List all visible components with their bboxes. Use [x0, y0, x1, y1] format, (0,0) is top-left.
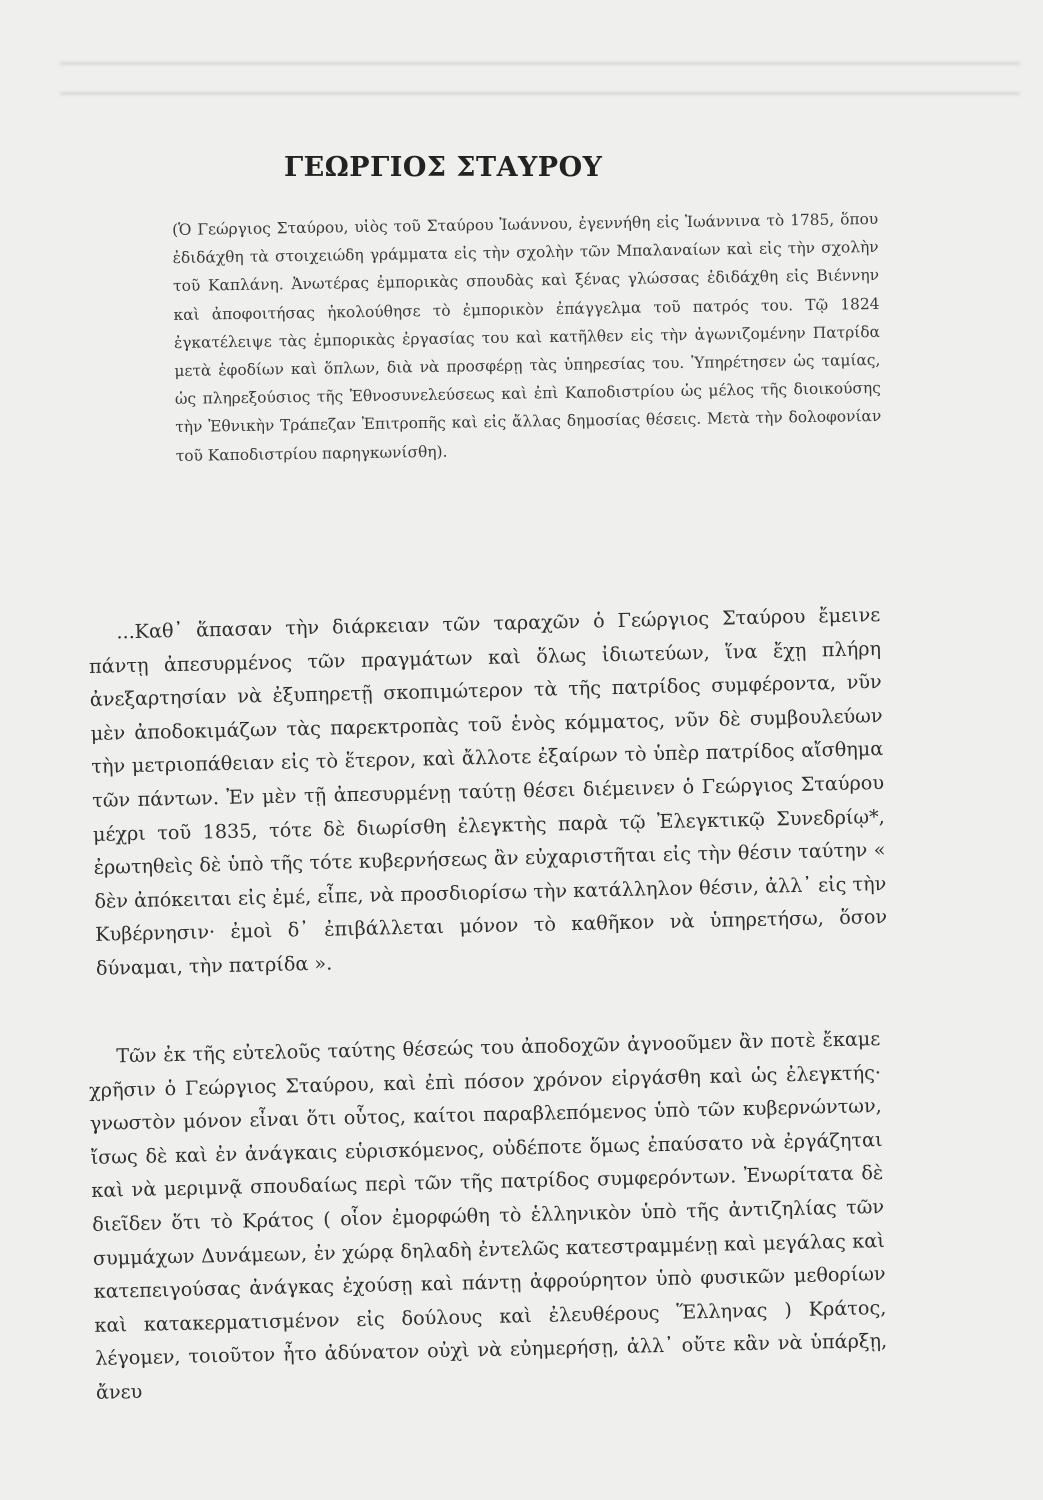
biographical-note: (Ὁ Γεώργιος Σταύρου, υἱὸς τοῦ Σταύρου Ἰωάννου, ἐγεννήθη εἰς Ἰωάννινα τὸ 1785, ὅπου ἐδιδάχθη τὰ στοιχειώδη γράμματα εἰς τὴν σχολὴν τῶν Μπαλαναίων καὶ εἰς τὴν σχολὴν τοῦ Καπλάνη. Ἀνωτέρας ἐμπορικὰς σπουδὰς καὶ ξένας γλώσσας ἐδιδάχθη εἰς Βιέννην καὶ ἀποφοιτήσας ἠκολούθησε τὸ ἐμπορικὸν ἐπάγγελμα τοῦ πατρός του. Τῷ 1824 ἐγκατέλειψε τὰς ἐμπορικὰς ἐργασίας του καὶ κατῆλθεν εἰς τὴν ἀγωνιζομένην Πατρίδα μετὰ ἐφοδίων καὶ ὅπλων, διὰ νὰ προσφέρῃ τὰς ὑπηρεσίας του. Ὑπηρέτησεν ὡς ταμίας, ὡς πληρεξούσιος τῆς Ἐθνοσυνελεύσεως καὶ ἐπὶ Καποδιστρίου ὡς μέλος τῆς διοικούσης τὴν Ἐθνικὴν Τράπεζαν Ἐπιτροπῆς καὶ εἰς ἄλλας δημοσίας θέσεις. Μετὰ τὴν δολοφονίαν τοῦ Καποδιστρίου παρηγκωνίσθη).	[172, 209, 882, 465]
page-title: ΓΕΩΡΓΙΟΣ ΣΤΑΥΡΟΥ	[284, 152, 603, 183]
body-paragraph-2: Τῶν ἐκ τῆς εὐτελοῦς ταύτης θέσεώς του ἀποδοχῶν ἀγνοοῦμεν ἂν ποτὲ ἔκαμε χρῆσιν ὁ Γεώργιος Σταύρου, καὶ ἐπὶ πόσον χρόνον εἰργάσθη καὶ ὡς ἐλεγκτής· γνωστὸν μόνον εἶναι ὅτι οὗτος, καίτοι παραβλεπόμενος ὑπὸ τῶν κυβερνώντων, ἴσως δὲ καὶ ἐν ἀνάγκαις εὑρισκόμενος, οὐδέποτε ὅμως ἐπαύσατο νὰ ἐργάζηται καὶ νὰ μεριμνᾷ σπουδαίως περὶ τῶν τῆς πατρίδος συμφερόντων. Ἐνωρίτατα δὲ διεῖδεν ὅτι τὸ Κράτος ( οἷον ἐμορφώθη τὸ ἑλληνικὸν ὑπὸ τῆς ἀντιζηλίας τῶν συμμάχων Δυνάμεων, ἐν χώρᾳ δηλαδὴ ἐντελῶς κατεστραμμένῃ καὶ μεγάλας καὶ κατεπειγούσας ἀνάγκας ἐχούσῃ καὶ πάντῃ ἀφρούρητον ὑπὸ φυσικῶν μεθορίων καὶ κατακερματισμένον εἰς δούλους καὶ ἐλευθέρους Ἕλληνας ) Κράτος, λέγομεν, τοιοῦτον ἦτο ἀδύνατον οὐχὶ νὰ εὐημερήσῃ, ἀλλ᾽ οὔτε κἂν νὰ ὑπάρξῃ, ἄνευ	[88, 1027, 888, 1404]
body-paragraph-1: ...Καθ᾽ ἅπασαν τὴν διάρκειαν τῶν ταραχῶν ὁ Γεώργιος Σταύρου ἔμεινε πάντῃ ἀπεσυρμένος τῶν πραγμάτων καὶ ὅλως ἰδιωτεύων, ἵνα ἔχῃ πλήρη ἀνεξαρτησίαν νὰ ἐξυπηρετῇ σκοπιμώτερον τὰ τῆς πατρίδος συμφέροντα, νῦν μὲν ἀποδοκιμάζων τὰς παρεκτροπὰς τοῦ ἑνὸς κόμματος, νῦν δὲ συμβουλεύων τὴν μετριοπάθειαν εἰς τὸ ἕτερον, καὶ ἄλλοτε ἐξαίρων τὸ ὑπὲρ πατρίδος αἴσθημα τῶν πάντων. Ἐν μὲν τῇ ἀπεσυρμένῃ ταύτῃ θέσει διέμεινεν ὁ Γεώργιος Σταύρου μέχρι τοῦ 1835, τότε δὲ διωρίσθη ἐλεγκτὴς παρὰ τῷ Ἐλεγκτικῷ Συνεδρίῳ*, ἐρωτηθεὶς δὲ ὑπὸ τῆς τότε κυβερνήσεως ἂν εὐχαριστῆται εἰς τὴν θέσιν ταύτην « δὲν ἀπόκειται εἰς ἐμέ, εἶπε, νὰ προσδιορίσω τὴν κατάλληλον θέσιν, ἀλλ᾽ εἰς τὴν Κυβέρνησιν· ἐμοὶ δ᾽ ἐπιβάλλεται μόνον τὸ καθῆκον νὰ ὑπηρετήσω, ὅσον δύναμαι, τὴν πατρίδα ».	[88, 603, 888, 980]
show-through-line	[60, 92, 1020, 95]
show-through-line	[60, 62, 1020, 65]
